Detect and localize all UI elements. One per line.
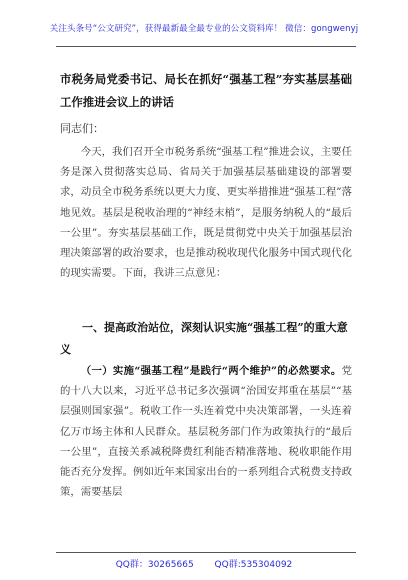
subsection-heading: （一）实施“强基工程”是践行“两个维护”的必然要求。 <box>80 365 342 377</box>
section-heading-1: 一、提高政治站位，深刻认识实施“强基工程”的重大意义 <box>60 321 348 356</box>
header-notice: 关注头条号“公文研究”，获得最新最全最专业的公文资料库！ 微信：gongwenyj <box>49 24 359 34</box>
document-title: 市税务局党委书记、局长在抓好“强基工程”夯实基层基础工作推进会议上的讲话 <box>60 72 352 109</box>
greeting: 同志们： <box>60 122 104 135</box>
footer <box>0 557 408 570</box>
footer-qq-group-1: QQ群：30265665 <box>115 560 194 570</box>
header-divider <box>56 46 356 47</box>
footer-divider <box>56 552 356 553</box>
paragraph-body: 党的十八大以来，习近平总书记多次强调“治国安邦重在基层”“基层强则国家强”。税收工作一头连着党中央决策部署，一头连着亿万市场主体和人民群众。基层税务部门作为政策执行的“最后一公里”，直接关系减税降费红利能否精准落地、税收职能作用能否充分发挥。例如近年来国家出台的一系列组合式税费支持政策，需要基层 <box>60 365 352 499</box>
paragraph-intro: 今天，我们召开全市税务系统“强基工程”推进会议，主要任务是深入贯彻落实总局、省局关于加强基层基础建设的部署要求，动员全市税务系统以更大力度、更实举措推进“强基工程”落地见效。基层是税收治理的“神经末梢”，是服务纳税人的“最后一公里”。夯实基层基础工作，既是贯彻党中央关于加强基层治理决策部署的政治要求，也是推动税收现代化服务中国式现代化的现实需要。下面，我讲三点意见： <box>60 146 352 280</box>
paragraph-section-1-1 <box>60 361 352 502</box>
footer-qq-group-2: QQ群:535304092 <box>214 560 293 570</box>
